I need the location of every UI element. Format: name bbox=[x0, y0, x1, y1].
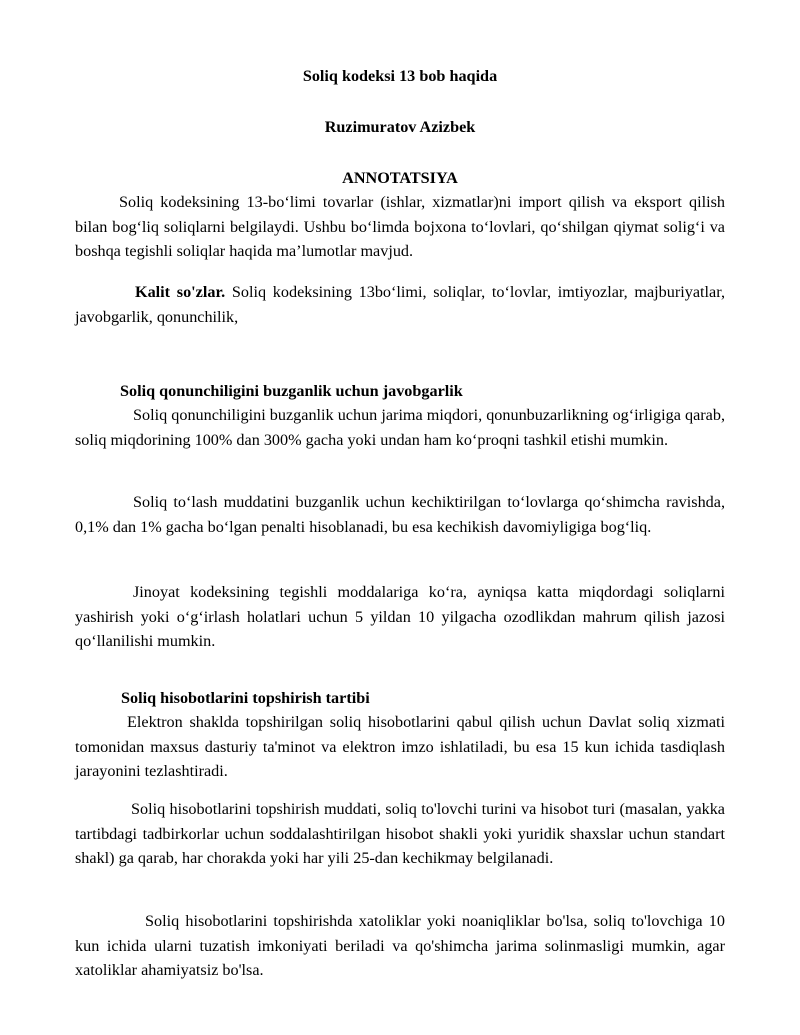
document-title: Soliq kodeksi 13 bob haqida bbox=[302, 67, 498, 85]
section1-heading: Soliq qonunchiligini buzganlik uchun javobgarlik bbox=[120, 382, 463, 400]
annotation-heading: ANNOTATSIYA bbox=[342, 169, 458, 187]
section1-paragraph-3: Jinoyat kodeksining tegishli moddalariga ko‘ra, ayniqsa katta miqdordagi soliqlarni yashirish yoki o‘g‘irlash holatlari uchun 5 yildan 10 yilgacha ozodlikdan mahrum qilish jazosi qo‘llanilishi mumkin. bbox=[75, 583, 725, 651]
annotation-text: Soliq kodeksining 13-bo‘limi tovarlar (ishlar, xizmatlar)ni import qilish va eksport qilish bilan bog‘liq soliqlarni belgilaydi. Ushbu bo‘limda bojxona to‘lovlari, qo‘shilgan qiymat solig‘i va boshqa tegishli soliqlar haqida ma’lumotlar mavjud. bbox=[75, 193, 725, 261]
section1-paragraph-1: Soliq qonunchiligini buzganlik uchun jarima miqdori, qonunbuzarlikning og‘irligiga qarab, soliq miqdorining 100% dan 300% gacha yoki undan ham ko‘proqni tashkil etishi mumkin. bbox=[75, 406, 725, 449]
keywords-text: Soliq kodeksining 13bo‘limi, soliqlar, to‘lovlar, imtiyozlar, majburiyatlar, javobgarlik, qonunchilik, bbox=[75, 283, 725, 326]
section2-paragraph-3: Soliq hisobotlarini topshirishda xatoliklar yoki noaniqliklar bo'lsa, soliq to'lovchiga 10 kun ichida ularni tuzatish imkoniyati beriladi va qo'shimcha jarima solinmasligi mumkin, agar xatoliklar ahamiyatsiz bo'lsa. bbox=[75, 912, 725, 980]
section2-paragraph-1: Elektron shaklda topshirilgan soliq hisobotlarini qabul qilish uchun Davlat soliq xizmati tomonidan maxsus dasturiy ta'minot va elektron imzo ishlatiladi, bu esa 15 kun ichida tasdiqlash jarayonini tezlashtiradi. bbox=[75, 713, 725, 781]
keywords-paragraph bbox=[75, 280, 725, 329]
section2-paragraph-2: Soliq hisobotlarini topshirish muddati, soliq to'lovchi turini va hisobot turi (masalan, yakka tartibdagi tadbirkorlar uchun soddalashtirilgan hisobot shakli yoki yuridik shaxslar uchun standart shakl) ga qarab, har chorakda yoki har yili 25-dan kechikmay belgilanadi. bbox=[75, 800, 725, 868]
keywords-label: Kalit so'zlar. bbox=[135, 283, 226, 301]
section1-paragraph-2: Soliq to‘lash muddatini buzganlik uchun kechiktirilgan to‘lovlarga qo‘shimcha ravishda, 0,1% dan 1% gacha bo‘lgan penalti hisoblanadi, bu esa kechikish davomiyligiga bog‘liq. bbox=[75, 493, 725, 536]
section2-heading: Soliq hisobotlarini topshirish tartibi bbox=[121, 689, 370, 707]
document-author: Ruzimuratov Azizbek bbox=[324, 118, 476, 136]
